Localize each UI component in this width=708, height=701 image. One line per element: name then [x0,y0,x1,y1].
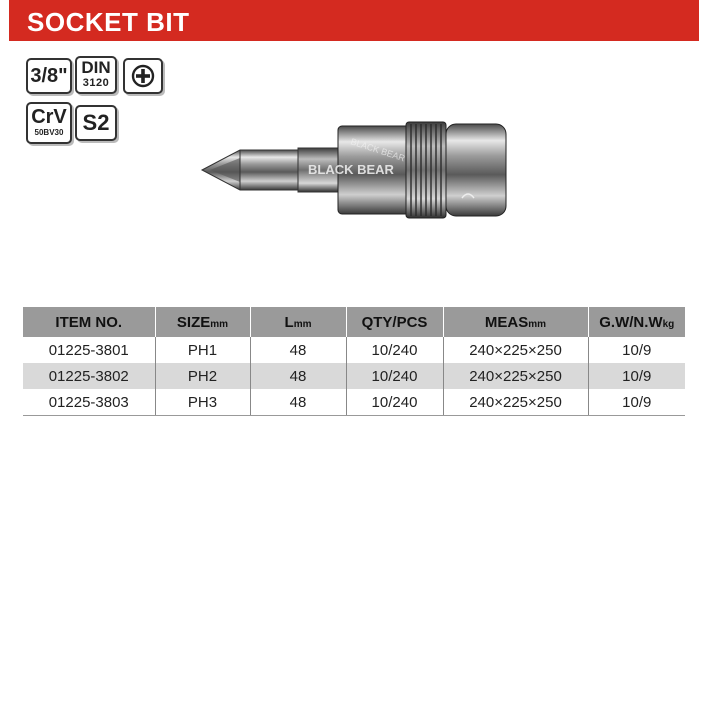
col-header-weight: G.W/N.Wkg [588,307,685,337]
col-header-meas: MEASmm [443,307,588,337]
steel-grade-label: S2 [82,110,110,135]
phillips-badge [123,58,163,94]
table-row [23,337,685,363]
cell-meas: 240×225×250 [443,337,588,363]
table-row [23,389,685,416]
material-label: CrV [31,106,67,128]
cell-length: 48 [250,363,346,389]
din-label: DIN [81,58,111,77]
din-standard-badge [75,56,117,94]
cell-weight: 10/9 [588,389,685,416]
cell-length: 48 [250,337,346,363]
cell-item-no: 01225-3803 [23,389,155,416]
drive-size-badge [26,58,72,94]
cell-qty: 10/240 [346,363,443,389]
steel-grade-badge [75,105,117,141]
spec-table [23,307,685,416]
cell-meas: 240×225×250 [443,363,588,389]
cell-weight: 10/9 [588,363,685,389]
drive-size-label: 3/8" [30,65,68,87]
din-number: 3120 [82,77,110,89]
cell-meas: 240×225×250 [443,389,588,416]
material-badge [26,102,72,144]
table-row [23,363,685,389]
col-header-size: SIZEmm [155,307,250,337]
page-title: SOCKET BIT [27,7,190,37]
table-header-row [23,307,685,337]
col-header-item-no: ITEM NO. [23,307,155,337]
col-header-qty: QTY/PCS [346,307,443,337]
cell-weight: 10/9 [588,337,685,363]
cell-qty: 10/240 [346,389,443,416]
title-banner [9,0,699,41]
brand-etching: BLACK BEAR [308,162,394,177]
material-grade-label: 50BV30 [34,128,64,137]
cell-length: 48 [250,389,346,416]
phillips-icon [131,64,155,88]
cell-qty: 10/240 [346,337,443,363]
brand-etching-arc: BLACK BEAR [349,136,407,164]
cell-size: PH2 [155,363,250,389]
cell-size: PH3 [155,389,250,416]
cell-item-no: 01225-3802 [23,363,155,389]
socket-bit-image [200,118,510,222]
cell-size: PH1 [155,337,250,363]
col-header-length: Lmm [250,307,346,337]
cell-item-no: 01225-3801 [48,341,129,359]
socket-drive-end [446,124,506,216]
